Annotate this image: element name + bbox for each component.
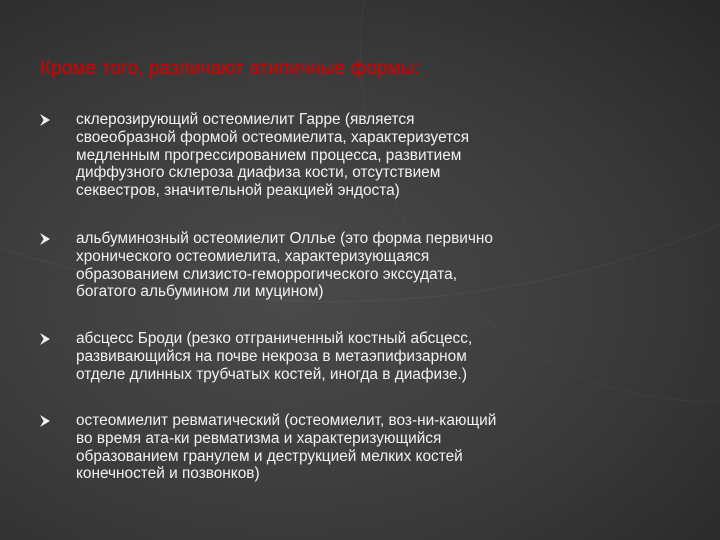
chevron-bullet-icon bbox=[40, 415, 50, 427]
chevron-bullet-icon bbox=[40, 333, 50, 345]
list-item-text: альбуминозный остеомиелит Оллье (это форма первично хронического остеомиелита, характеризующаяся образованием слизисто-геморрогического экссудата, богатого альбумином ли муцином) bbox=[76, 230, 493, 301]
list-item-text: остеомиелит ревматический (остеомиелит, воз-ни-кающий во время ата-ки ревматизма и характеризующийся образованием гранулем и деструкцией мелких костей конечностей и позвонков) bbox=[76, 412, 497, 483]
list-item-text: склерозирующий остеомиелит Гарре (является своеобразной формой остеомиелита, характеризуется медленным прогрессированием процесса, развитием диффузного склероза диафиза кости, отсутствием секвестров, значительной реакцией эндоста) bbox=[76, 111, 470, 200]
slide-title: Кроме того, различают атипичные формы: bbox=[40, 58, 421, 79]
list-item-text: абсцесс Броди (резко отграниченный костный абсцесс, развивающийся на почве некроза в метаэпифизарном отделе длинных трубчатых костей, иногда в диафизе.) bbox=[76, 330, 473, 383]
chevron-bullet-icon bbox=[40, 114, 50, 126]
chevron-bullet-icon bbox=[40, 233, 50, 245]
